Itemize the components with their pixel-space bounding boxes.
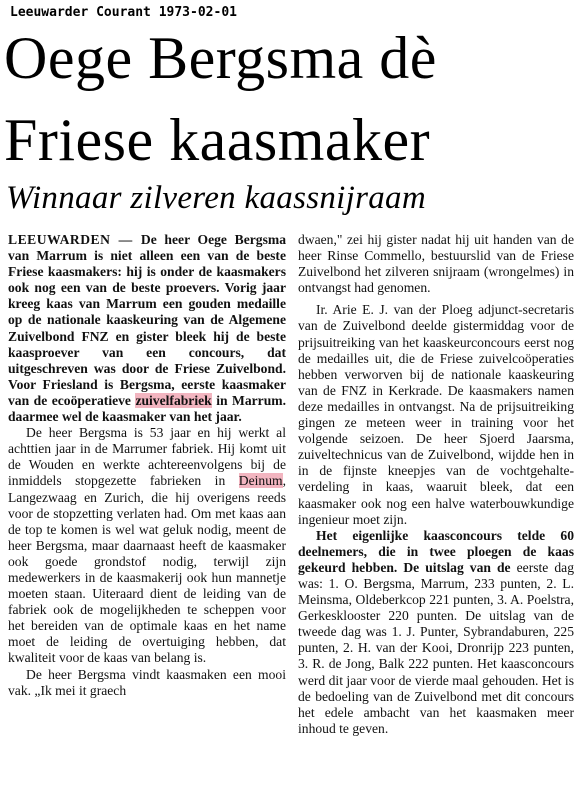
dateline: LEEUWARDEN — [8, 232, 141, 247]
concours-results-text: eerste dag was: 1. O. Bergsma, Marrum, 233 punten, 2. L. Meinsma, Oldeberkcop 221 punten, 3. A. Poelstra, Gerkesklooster 220 punten. De uitslag van de tweede dag was 1. J. Punter, Sybrandaburen, 225 punten, 2. H. van der Kooi, Dronrijp 223 punten, 3. R. de Jong, Balk 222 punten. Het kaasconcours werd dit jaar voor de vierde maal gehouden. Het is de bedoeling van de Zuivelbond met dit concours het edele ambacht van het kaasmaken meer inhoud te geven. [298, 559, 574, 736]
article-column-right [298, 232, 574, 737]
paragraph-concours-results [298, 528, 574, 737]
headline-line-1: Oege Bergsma dè [4, 25, 437, 91]
subheadline: Winnaar zilveren kaassnijraam [6, 180, 426, 216]
article-column-left [8, 232, 286, 699]
highlighted-term-deinum: Deinum [238, 473, 283, 489]
lead-text-2: in Marrum. daarmee wel de kaasmaker van het jaar. [8, 392, 286, 425]
paragraph-quote-continuation: dwaen," zei hij gister nadat hij uit handen van de heer Rinse Commello, bestuurslid van de Friese Zuivelbond het zilveren snijraam (wrongelmes) in ontvangst had genomen. [298, 232, 574, 296]
paragraph-mooi-vak: De heer Bergsma vindt kaasmaken een mooi vak. „Ik mei it graech [8, 666, 286, 698]
lead-text-1: De heer Oege Bergsma van Marrum is niet alleen een van de beste Friese kaasmakers: hij is onder de kaasmakers ook nog een van de beste proevers. Vorig jaar kreeg kaas van Marrum een gouden medaille op de nationale kaaskeuring van de Algemene Zuivelbond FNZ en gister bleek hij de beste kaasproever van een concours, dat uitgeschreven was door de Friese Zuivelbond. Voor Friesland is Bergsma, eerste kaasmaker van de ecoöperatieve [8, 232, 286, 408]
highlighted-term-zuivelfabriek: zuivelfabriek [135, 392, 212, 408]
para2-text-1: De heer Bergsma is 53 jaar en hij werkt al achttien jaar in de Marrumer fabriek. Hij komt uit de Wouden en werkte achtereenvolgens bij de inmiddels stopgezette fabrieken in [8, 425, 286, 489]
paragraph-bergsma-career [8, 425, 286, 666]
para2-text-2: , Langezwaag en Zurich, die hij overigens reeds voor de stopzetting verlaten had. Om met kaas aan de top te komen is wel wat geluk nodig, meent de heer Bergsma, maar daarnaast heeft de kaasmaker ook goede grondstof nodig, terwijl zijn medewerkers in de kaasmakerij ook hun mannetje moeten staan. Uiteraard dient de leiding van de fabriek ook de mogelijkheden te scheppen voor het bereiden van de optimale kaas en het name moet de leiding de overtuiging hebben, dat kwaliteit voor de kaas van belang is. [8, 473, 286, 666]
headline-line-2: Friese kaasmaker [4, 107, 431, 173]
lead-paragraph [8, 232, 286, 425]
concours-results-lead: Het eigenlijke kaasconcours telde 60 deelnemers, die in twee ploegen de kaas gekeurd hebben. De uitslag van de [298, 527, 574, 575]
paragraph-medailles: Ir. Arie E. J. van der Ploeg adjunct-secretaris van de Zuivelbond deelde gistermiddag voor de prijsuitreiking van het kaaskeurconcours eerst nog de medailles uit, die de Friese zuivelcoöperaties hebben verworven bij de nationale kaaskeuring van de FNZ in Kerkrade. De kaasmakers namen deze medailles in ontvangst. Na de prijsuitreiking gingen ze meteen weer in training voor het volgende seizoen. De heer Sjoerd Jaarsma, zuiveltechnicus van de Zuivelbond, wijdde hen in in de fijnste kneepjes van de vochtgehalte-verdeling in kaas, waaruit bleek, dat een kaasmaker ook nog een halve waterbouwkundige ingenieur moet zijn. [298, 302, 574, 527]
newspaper-source-label: Leeuwarder Courant 1973-02-01 [10, 5, 237, 20]
